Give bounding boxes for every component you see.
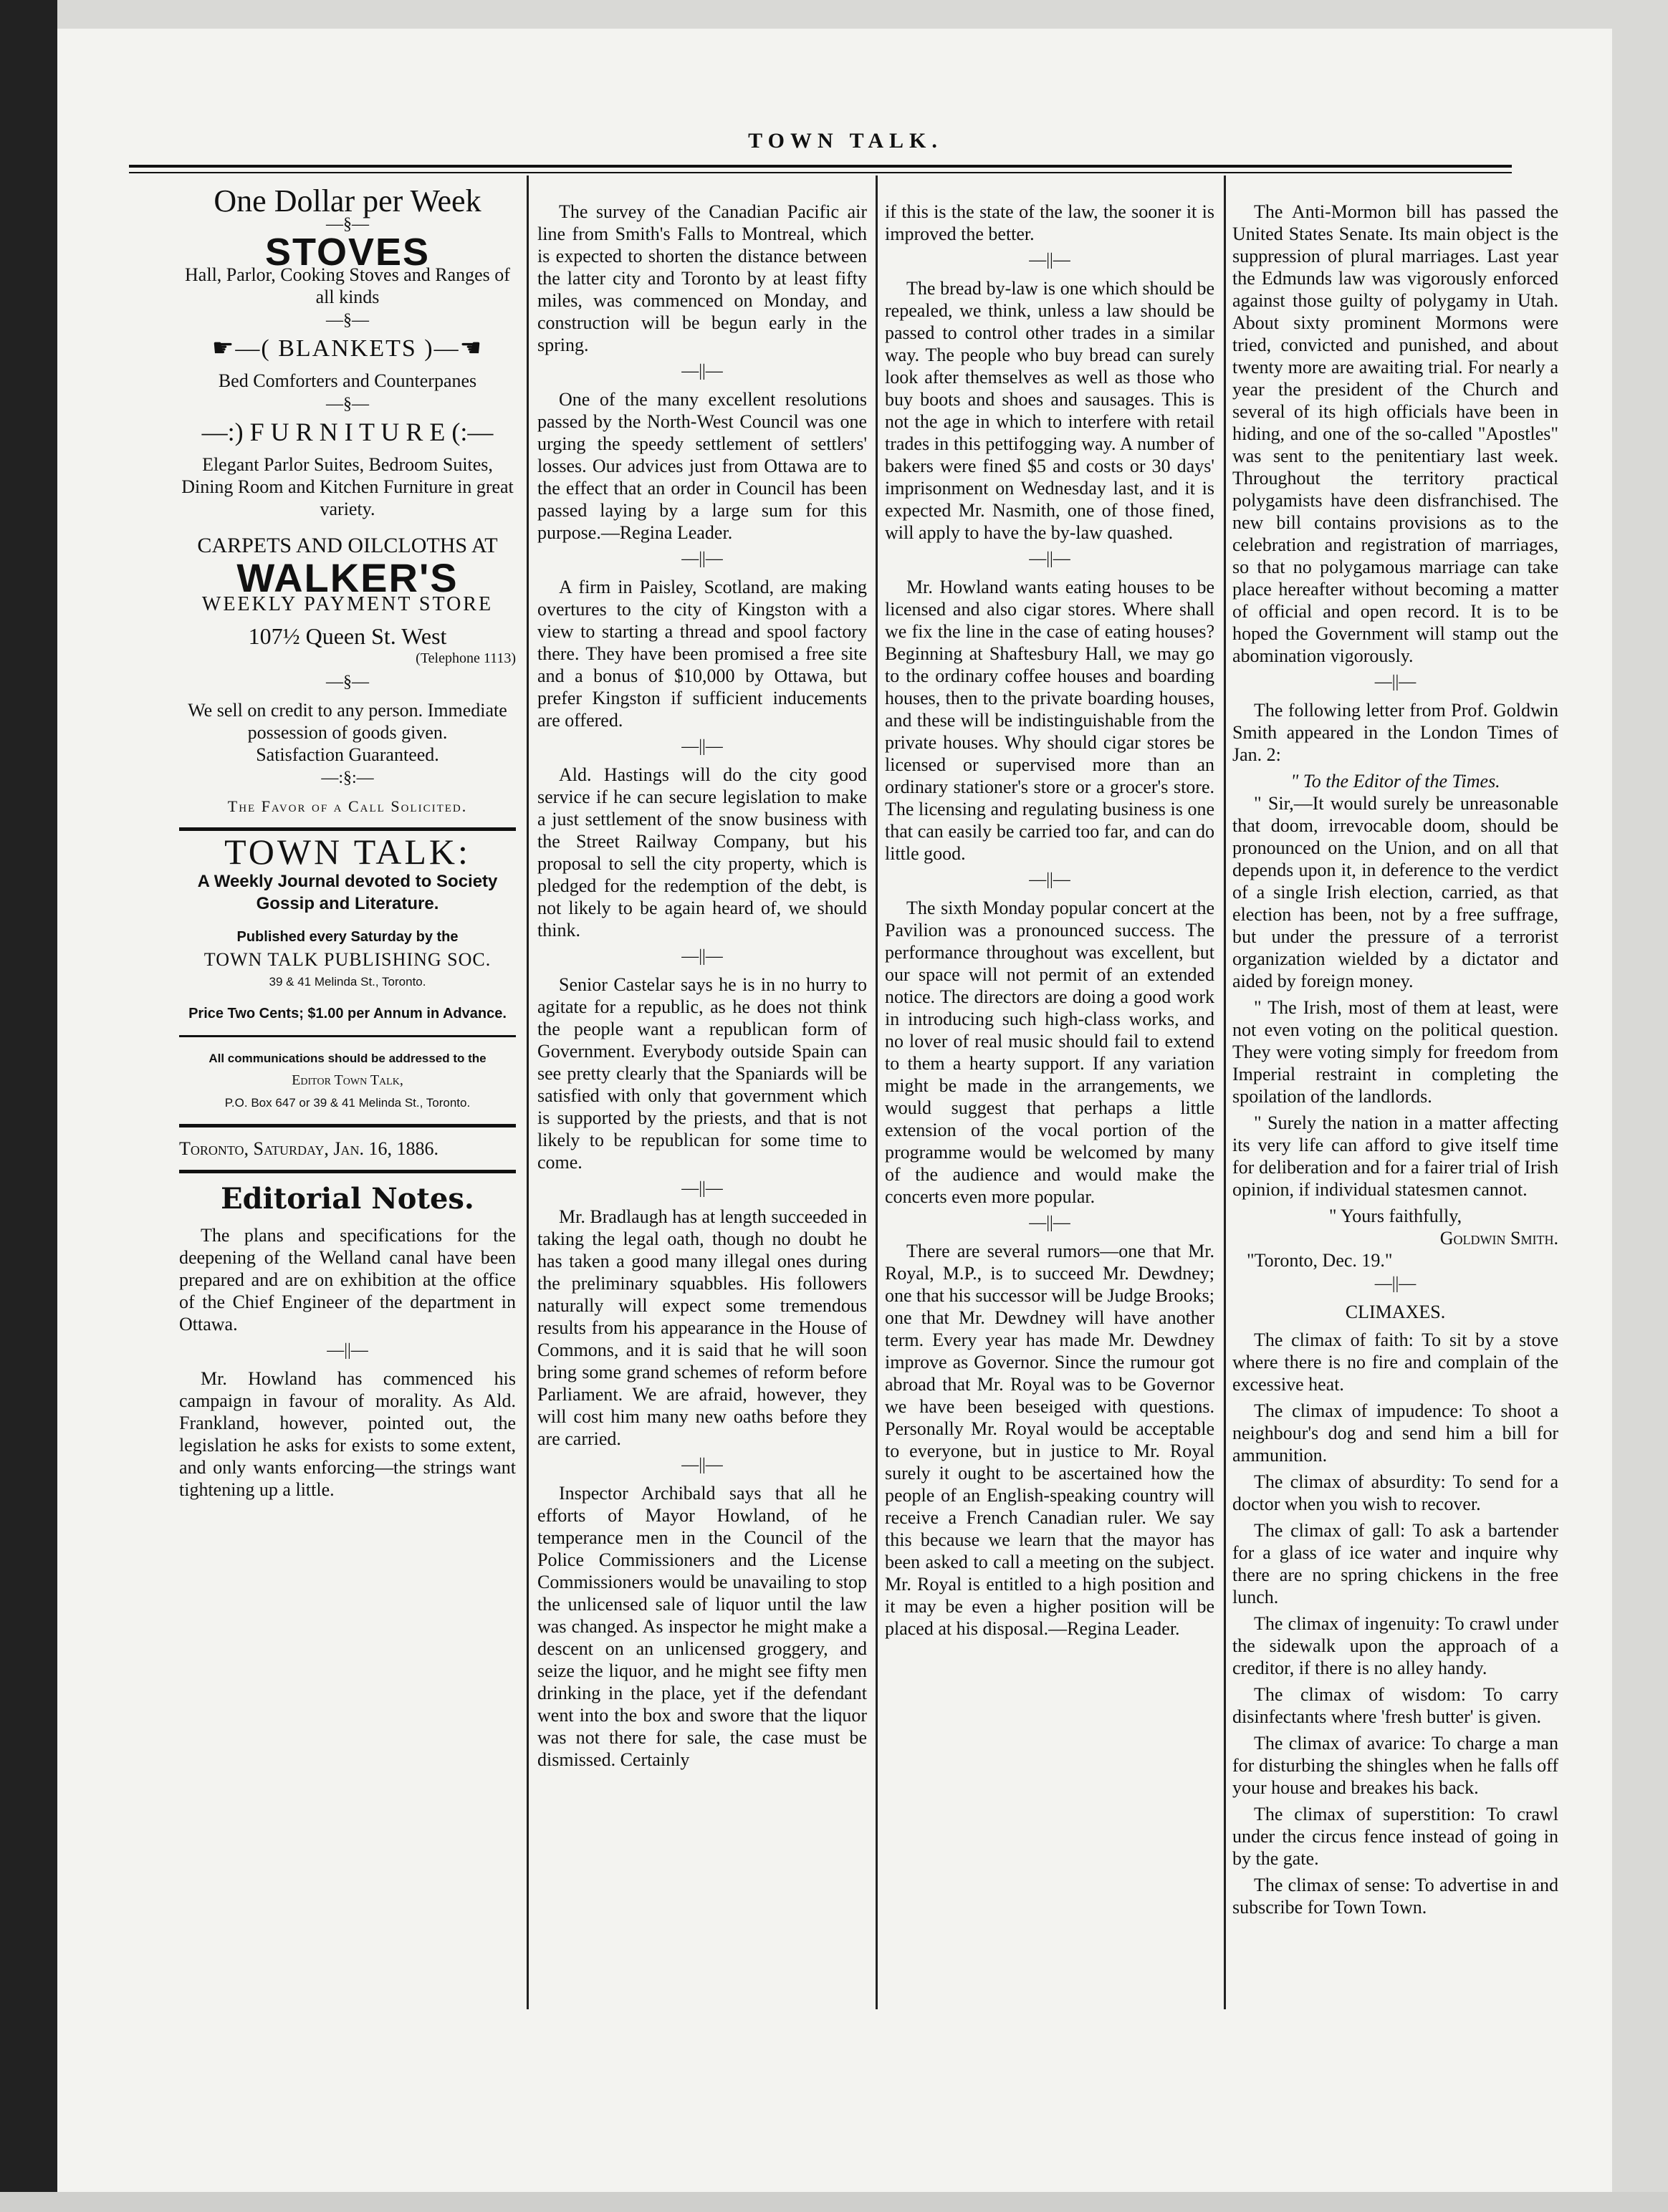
masthead-pub-address: 39 & 41 Melinda St., Toronto. (269, 975, 426, 989)
article-separator: —||— (681, 1456, 723, 1474)
article-paragraph: The sixth Monday popular concert at the Pavilion was a pronounced success. The performance throughout was excellent, but our space will not permit of an extended notice. The directors are doing a good work in introducing such high-class works, and no lover of real music should fail to extend to them a hearty support. If any variation might be made in the arrangements, we would suggest that perhaps a little extension of the vocal portion of the programme would be welcomed by many of the audience and would make the concerts even more popular. (885, 898, 1214, 1207)
climax-item: The climax of faith: To sit by a stove where there is no fire and complain of the excessive heat. (1232, 1329, 1558, 1395)
letter-salutation: " To the Editor of the Times. (1290, 771, 1500, 792)
ad-separator: —§— (326, 673, 369, 691)
article-separator: —||— (1029, 549, 1070, 568)
ad-telephone: (Telephone 1113) (416, 650, 516, 666)
article-separator: —||— (327, 1341, 368, 1360)
ad-separator: —§— (326, 311, 369, 330)
article-separator: —||— (681, 1179, 723, 1198)
section-rule (179, 827, 516, 831)
scan-edge (0, 0, 57, 2212)
editorial-paragraph: Mr. Howland has commenced his campaign in favour of morality. As Ald. Frankland, however, pointed out, the legislation he asks for exists to some extent, and only wants enforcing—the strings want tightening up a little. (179, 1368, 516, 1500)
article-paragraph: Mr. Bradlaugh has at length succeeded in taking the legal oath, though no doubt he has taken a good many illegal ones during the preliminary squabbles. His followers naturally will expect some tremendous results from his appearance in the House of Commons, and it is said that he will soon bring some grand schemes of reform before Parliament. We are afraid, however, they will cost him many new oaths before they are carried. (537, 1206, 867, 1449)
article-paragraph: The Anti-Mormon bill has passed the United States Senate. Its main object is the suppression of plural marriages. Last year the Edmunds law was vigorously enforced against those guilty of polygamy in Utah. About sixty prominent Mormons were tried, convicted and punished, and about twenty more are awaiting trial. For nearly a year the president of the Church and several of its high officials have been in hiding, and one of the so-called "Apostles" was sent to the penitentiary last week. Throughout the territory practical polygamists have deen disfranchised. The new bill contains provisions as to the celebration and registration of marriages, so that no polygamous marriage can take place hereafter without becoming a matter of official and open record. It is to be hoped the Government will stamp out the abomination vigorously. (1232, 201, 1558, 666)
article-paragraph: A firm in Paisley, Scotland, are making overtures to the city of Kingston with a view to starting a thread and spool factory there. They have been promised a free site and a bonus of $10,000 by Ottawa, but prefer Kingston if sufficient inducements are offered. (537, 577, 867, 731)
column-2 (537, 201, 867, 1775)
article-paragraph: Inspector Archibald says that all he efforts of Mayor Howland, of he temperance men in the Council of the Police Commissioners and the License Commissioners would be unavailing to stop the unlicensed sale of liquor until the law was changed. As inspector he might make a descent on an unlicensed groggery, and seize the liquor, and he might see fifty men drinking in the place, yet if the defendant went into the box and swore that the liquor was not there for sale, the case must be dismissed. Certainly (537, 1483, 867, 1770)
article-paragraph: Senior Castelar says he is in no hurry to agitate for a republic, as he does not think the people want a republican form of Government. Everybody outside Spain can see pretty clearly that the Spaniards will be satisfied with only that government which is supported by the priests, and that is not likely to be republican for some time to come. (537, 974, 867, 1173)
article-separator: —||— (1374, 1274, 1417, 1293)
article-paragraph: Mr. Howland wants eating houses to be licensed and also cigar stores. Where shall we fix the line in the case of eating houses? Beginning at Shaftesbury Hall, we may go to the ordinary coffee houses and boarding houses, then to the private boarding houses, and these will be indistinguishable from the private houses. Why should cigar stores be licensed or supervised more than an ordinary stationer's store or a grocer's store. The licensing and regulating business is one that can easily be carried too far, and can do little good. (885, 577, 1214, 864)
climax-item: The climax of avarice: To charge a man for disturbing the shingles when he falls off your house and breakes his back. (1232, 1733, 1558, 1798)
masthead-published: Published every Saturday by the (236, 929, 459, 945)
column-divider-1 (527, 175, 529, 2009)
scan-bottom-edge (0, 2192, 1668, 2212)
article-separator: —||— (681, 549, 723, 568)
article-paragraph: The following letter from Prof. Goldwin Smith appeared in the London Times of Jan. 2: (1232, 700, 1558, 765)
masthead-title: TOWN TALK: (224, 832, 471, 872)
letter-paragraph: " The Irish, most of them at least, were not even voting on the political question. They were voting simply for freedom from Imperial restraint in completing the spoilation of the landlords. (1232, 997, 1558, 1107)
column-divider-3 (1224, 175, 1226, 2009)
article-paragraph: The bread by-law is one which should be repealed, we think, unless a law should be passed to control other trades in a similar way. The people who buy bread can surely look after themselves as well as those who buy boots and shoes and sausages. This is not the age in which to interfere with retail trades in this pettifogging way. A number of bakers were fined $5 and costs or 30 days' imprisonment on Wednesday last, and it is expected Mr. Nasmith, one of those fined, will apply to have the by-law quashed. (885, 278, 1214, 543)
masthead-po: P.O. Box 647 or 39 & 41 Melinda St., Toronto. (224, 1096, 471, 1110)
article-separator: —||— (1374, 673, 1417, 691)
ad-favor: The Favor of a Call Solicited. (227, 797, 468, 815)
climax-item: The climax of impudence: To shoot a neighbour's dog and send him a bill for ammunition. (1232, 1400, 1558, 1466)
article-separator: —||— (681, 947, 723, 966)
ad-separator: —§— (326, 215, 369, 234)
climax-item: The climax of sense: To advertise in and subscribe for Town Town. (1232, 1875, 1558, 1918)
article-paragraph: There are several rumors—one that Mr. Royal, M.P., is to succeed Mr. Dewdney; one that his successor will be Judge Brooks; one that Mr. Dewdney will have another term. Every year has made Mr. Dewdney improve as Governor. Since the rumour got abroad that Mr. Royal was to be Governor we have been beseiged with questions. Personally Mr. Royal would be acceptable to everyone, but in justice to Mr. Royal surely it ought to be ascertained how the people of an English-speaking country will receive a French Canadian ruler. We say this because we learn that the mayor has been asked to call a meeting on the subject. Mr. Royal is entitled to a high position and it may be even a higher position will be placed at his disposal.—Regina Leader. (885, 1241, 1214, 1639)
ad-furniture-desc: Elegant Parlor Suites, Bedroom Suites, Dining Room and Kitchen Furniture in great variety. (181, 454, 514, 519)
ad-headline: One Dollar per Week (214, 183, 481, 218)
ad-credit: We sell on credit to any person. Immediate possession of goods given. (188, 700, 507, 743)
ad-furniture: —:) F U R N I T U R E (:— (201, 418, 494, 446)
climax-item: The climax of wisdom: To carry disinfectants where 'fresh butter' is given. (1232, 1684, 1558, 1727)
masthead-price: Price Two Cents; $1.00 per Annum in Advance. (188, 1006, 507, 1021)
ad-carpets: CARPETS AND OILCLOTHS AT (197, 534, 498, 557)
dateline: Toronto, Saturday, Jan. 16, 1886. (179, 1138, 438, 1159)
ad-walkers: WALKER'S (236, 555, 459, 600)
ad-separator-2: —:§:— (321, 769, 374, 787)
editorial-paragraph: The plans and specifications for the deepening of the Welland canal have been prepared and are on exhibition at the office of the Chief Engineer of the department in Ottawa. (179, 1225, 516, 1335)
masthead-rule (179, 1035, 516, 1037)
ad-stoves-desc: Hall, Parlor, Cooking Stoves and Ranges of all kinds (185, 264, 510, 307)
article-separator: —||— (1029, 251, 1070, 269)
header-rule-thin (129, 172, 1512, 173)
header-rule (129, 165, 1512, 168)
article-paragraph: Ald. Hastings will do the city good service if he can secure legislation to make a just settlement of the snow business with the Street Railway Company, but his proposal to sell the city property, which is pledged for the redemption of the debt, is not likely to be again heard of, we should think. (537, 764, 867, 941)
ad-separator: —§— (326, 395, 369, 413)
ad-address: 107½ Queen St. West (248, 623, 447, 649)
editorial-heading: Editorial Notes. (221, 1182, 474, 1216)
walkers-advertisement (179, 183, 516, 817)
letter-closing: " Yours faithfully, (1328, 1206, 1462, 1226)
column-3 (885, 201, 1214, 1644)
masthead-desc: A Weekly Journal devoted to Society Gossip and Literature. (197, 872, 498, 913)
climax-item: The climax of absurdity: To send for a doctor when you wish to recover. (1232, 1471, 1558, 1514)
article-separator: —||— (681, 362, 723, 380)
letter-place: "Toronto, Dec. 19." (1247, 1250, 1393, 1271)
masthead (179, 832, 516, 1114)
column-1 (179, 183, 516, 1505)
masthead-publisher: TOWN TALK PUBLISHING SOC. (203, 949, 492, 970)
climaxes-title: CLIMAXES. (1345, 1302, 1446, 1322)
article-paragraph: One of the many excellent resolutions passed by the North-West Council was one urging the speedy settlement of settlers' losses. Our advices just from Ottawa are to the effect that an order in Council has been passed laying by a large sum for this purpose.—Regina Leader. (537, 389, 867, 543)
article-separator: —||— (1029, 1213, 1070, 1232)
article-paragraph: if this is the state of the law, the sooner it is improved the better. (885, 201, 1214, 244)
section-rule (179, 1170, 516, 1173)
ad-store: WEEKLY PAYMENT STORE (201, 593, 494, 615)
article-separator: —||— (1029, 870, 1070, 889)
article-separator: —||— (681, 737, 723, 756)
article-paragraph: The survey of the Canadian Pacific air line from Smith's Falls to Montreal, which is expected to shorten the distance between the latter city and Toronto by at least fifty miles, was commenced on Monday, and construction will be begun early in the spring. (537, 201, 867, 355)
masthead-editor: Editor Town Talk, (292, 1072, 403, 1088)
ad-blankets-desc: Bed Comforters and Counterpanes (218, 370, 477, 391)
section-rule (179, 1124, 516, 1127)
letter-signature: Goldwin Smith. (1439, 1228, 1558, 1249)
climax-item: The climax of gall: To ask a bartender for a glass of ice water and inquire why there are no spring chickens in the free lunch. (1232, 1520, 1558, 1607)
climax-item: The climax of superstition: To crawl under the circus fence instead of going in by the gate. (1232, 1804, 1558, 1869)
ad-blankets: ☛—( BLANKETS )—☚ (211, 335, 484, 362)
column-divider-2 (876, 175, 878, 2009)
page-header: TOWN TALK. (748, 129, 943, 153)
letter-paragraph: " Sir,—It would surely be unreasonable that doom, irrevocable doom, should be pronounced on the Union, and on all that depends upon it, in deference to the verdict of a single Irish election, carried, as that election has been, not by a free suffrage, but under the pressure of a terrorist organization wielded by a dictator and aided by foreign money. (1232, 793, 1558, 991)
ad-stoves: STOVES (264, 231, 431, 274)
column-4 (1232, 201, 1558, 1923)
letter-paragraph: " Surely the nation in a matter affecting its very life can afford to give itself time for deliberation and for a fairer trial of Irish opinion, if individual statesmen cannot. (1232, 1112, 1558, 1200)
masthead-comm: All communications should be addressed to the (208, 1052, 486, 1065)
ad-satisfaction: Satisfaction Guaranteed. (256, 744, 439, 765)
climax-item: The climax of ingenuity: To crawl under the sidewalk upon the approach of a creditor, if there is no alley handy. (1232, 1613, 1558, 1678)
